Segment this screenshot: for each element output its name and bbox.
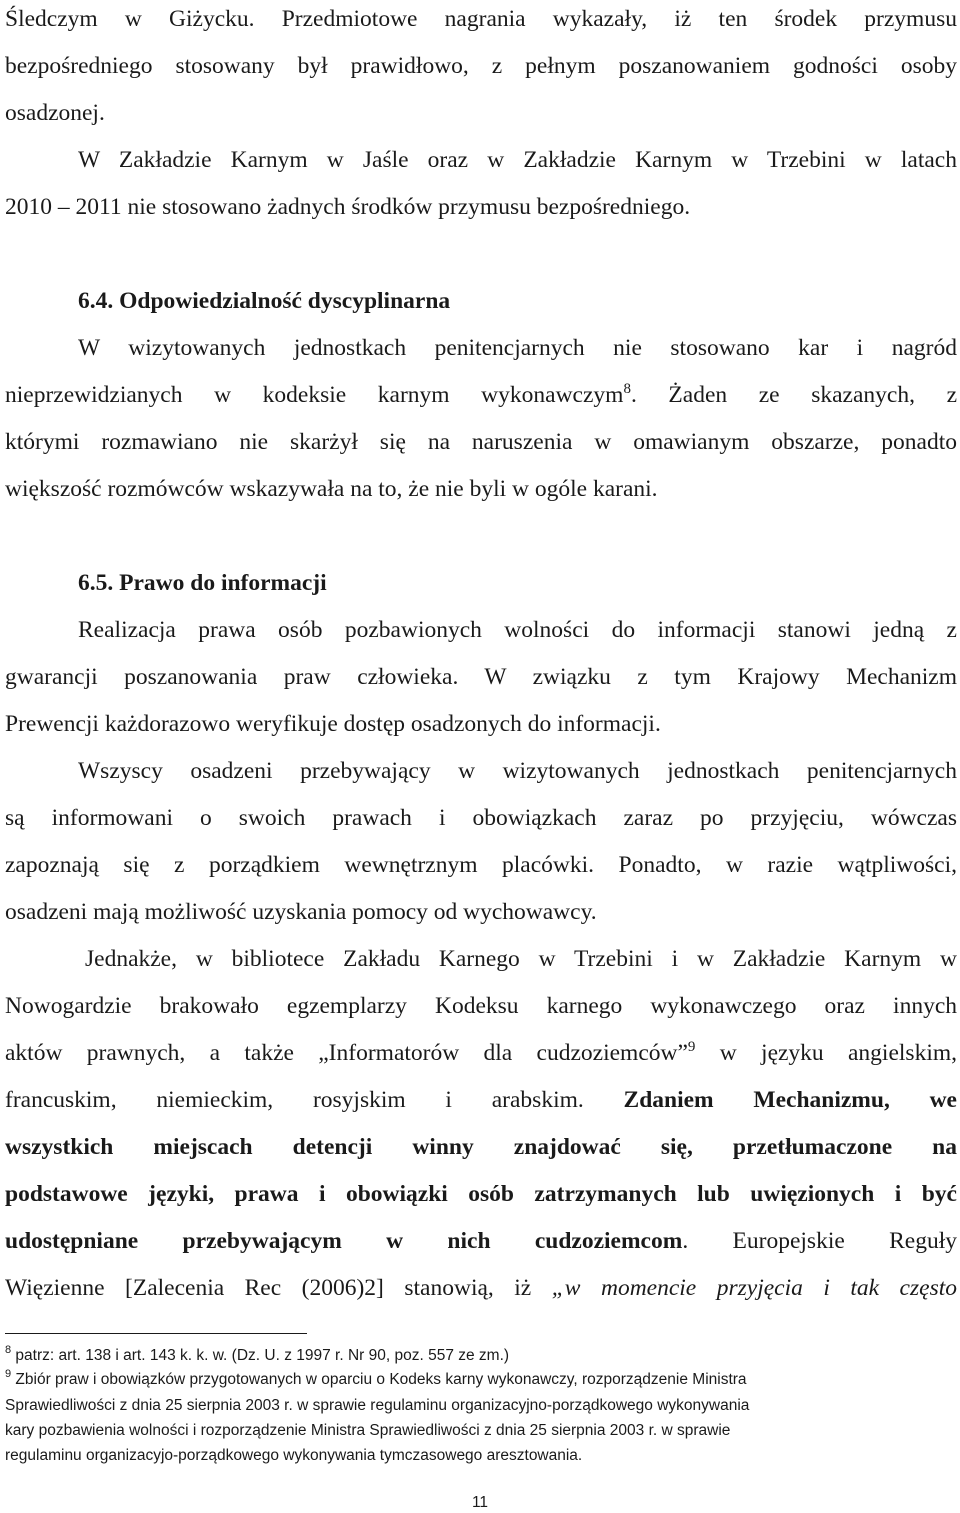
paragraph-line <box>5 381 957 409</box>
paragraph-line: Realizacja prawa osób pozbawionych wolności do informacji stanowi jedną z <box>78 617 957 643</box>
text-span: nieprzewidzianych w kodeksie karnym wykonawczym <box>5 382 624 408</box>
footnote-ref-8[interactable]: 8 <box>623 381 631 397</box>
paragraph-line: Prewencji każdorazowo weryfikuje dostęp osadzonych do informacji. <box>5 711 661 737</box>
footnote-line: kary pozbawienia wolności i rozporządzenie Ministra Sprawiedliwości z dnia 25 sierpnia 2003 r. w sprawie <box>5 1422 731 1439</box>
paragraph-line: podstawowe języki, prawa i obowiązki osób zatrzymanych lub uwięzionych i być <box>5 1181 957 1207</box>
paragraph-line: są informowani o swoich prawach i obowiązkach zaraz po przyjęciu, wówczas <box>5 805 957 831</box>
footnote-text: Zbiór praw i obowiązków przygotowanych w oparciu o Kodeks karny wykonawczy, rozporządzenie Ministra <box>11 1371 747 1388</box>
page-number: 11 <box>471 1494 489 1511</box>
paragraph-line: większość rozmówców wskazywała na to, że nie byli w ogóle karani. <box>5 476 658 502</box>
footnote-number: 9 <box>5 1368 12 1380</box>
paragraph-line: gwarancji poszanowania praw człowieka. W związku z tym Krajowy Mechanizm <box>5 664 957 690</box>
paragraph-line: bezpośredniego stosowany był prawidłowo, z pełnym poszanowaniem godności osoby <box>5 53 957 79</box>
paragraph-line: Nowogardzie brakowało egzemplarzy Kodeksu karnego wykonawczego oraz innych <box>5 993 957 1019</box>
paragraph-line: Wszyscy osadzeni przebywający w wizytowanych jednostkach penitencjarnych <box>78 758 957 784</box>
text-span: . Europejskie Reguły <box>682 1228 957 1254</box>
footnote-text: patrz: art. 138 i art. 143 k. k. w. (Dz. U. z 1997 r. Nr 90, poz. 557 ze zm.) <box>11 1347 510 1364</box>
paragraph-line <box>5 1227 957 1255</box>
bold-text-span: udostępniane przebywającym w nich cudzoziemcom <box>5 1228 683 1254</box>
section-heading-6-5: 6.5. Prawo do informacji <box>78 570 327 596</box>
paragraph-line: zapoznają się z porządkiem wewnętrznym placówki. Ponadto, w razie wątpliwości, <box>5 852 957 878</box>
bold-text-span: Zdaniem Mechanizmu, we <box>623 1087 957 1113</box>
text-span: francuskim, niemieckim, rosyjskim i arabskim. <box>5 1087 624 1113</box>
paragraph-line: 2010 – 2011 nie stosowano żadnych środków przymusu bezpośredniego. <box>5 194 691 220</box>
paragraph-line: osadzonej. <box>5 100 105 126</box>
paragraph-line: Jednakże, w bibliotece Zakładu Karnego w Trzebini i w Zakładzie Karnym w <box>85 946 957 972</box>
section-heading-6-4: 6.4. Odpowiedzialność dyscyplinarna <box>78 288 451 314</box>
paragraph-line <box>5 1039 957 1067</box>
footnote-separator <box>5 1333 307 1334</box>
footnote-ref-9[interactable]: 9 <box>687 1039 696 1055</box>
footnote-line: Sprawiedliwości z dnia 25 sierpnia 2003 r. w sprawie regulaminu organizacyjno-porządkowego wykonywania <box>5 1397 750 1414</box>
paragraph-line: osadzeni mają możliwość uzyskania pomocy od wychowawcy. <box>5 899 597 925</box>
paragraph-line <box>5 1086 957 1114</box>
text-span: aktów prawnych, a także „Informatorów dla cudzoziemców” <box>5 1040 688 1066</box>
italic-quote-span: „w momencie przyjęcia i tak często <box>551 1275 957 1301</box>
text-span: . Żaden ze skazanych, z <box>630 382 957 408</box>
paragraph-line: Śledczym w Giżycku. Przedmiotowe nagrania wykazały, iż ten środek przymusu <box>5 6 957 32</box>
footnote-number: 8 <box>5 1344 12 1356</box>
footnote-9 <box>5 1370 957 1390</box>
text-span: Więzienne [Zalecenia Rec (2006)2] stanowią, iż <box>5 1275 552 1301</box>
paragraph-line: W wizytowanych jednostkach penitencjarnych nie stosowano kar i nagród <box>78 335 957 361</box>
text-span: w języku angielskim, <box>695 1040 957 1066</box>
paragraph-line: wszystkich miejscach detencji winny znajdować się, przetłumaczone na <box>5 1134 957 1160</box>
footnote-8 <box>5 1346 957 1366</box>
footnote-line: regulaminu organizacyjo-porządkowego wykonywania tymczasowego aresztowania. <box>5 1447 583 1464</box>
paragraph-line: W Zakładzie Karnym w Jaśle oraz w Zakładzie Karnym w Trzebini w latach <box>78 147 957 173</box>
paragraph-line: którymi rozmawiano nie skarżył się na naruszenia w omawianym obszarze, ponadto <box>5 429 957 455</box>
paragraph-line <box>5 1274 957 1302</box>
